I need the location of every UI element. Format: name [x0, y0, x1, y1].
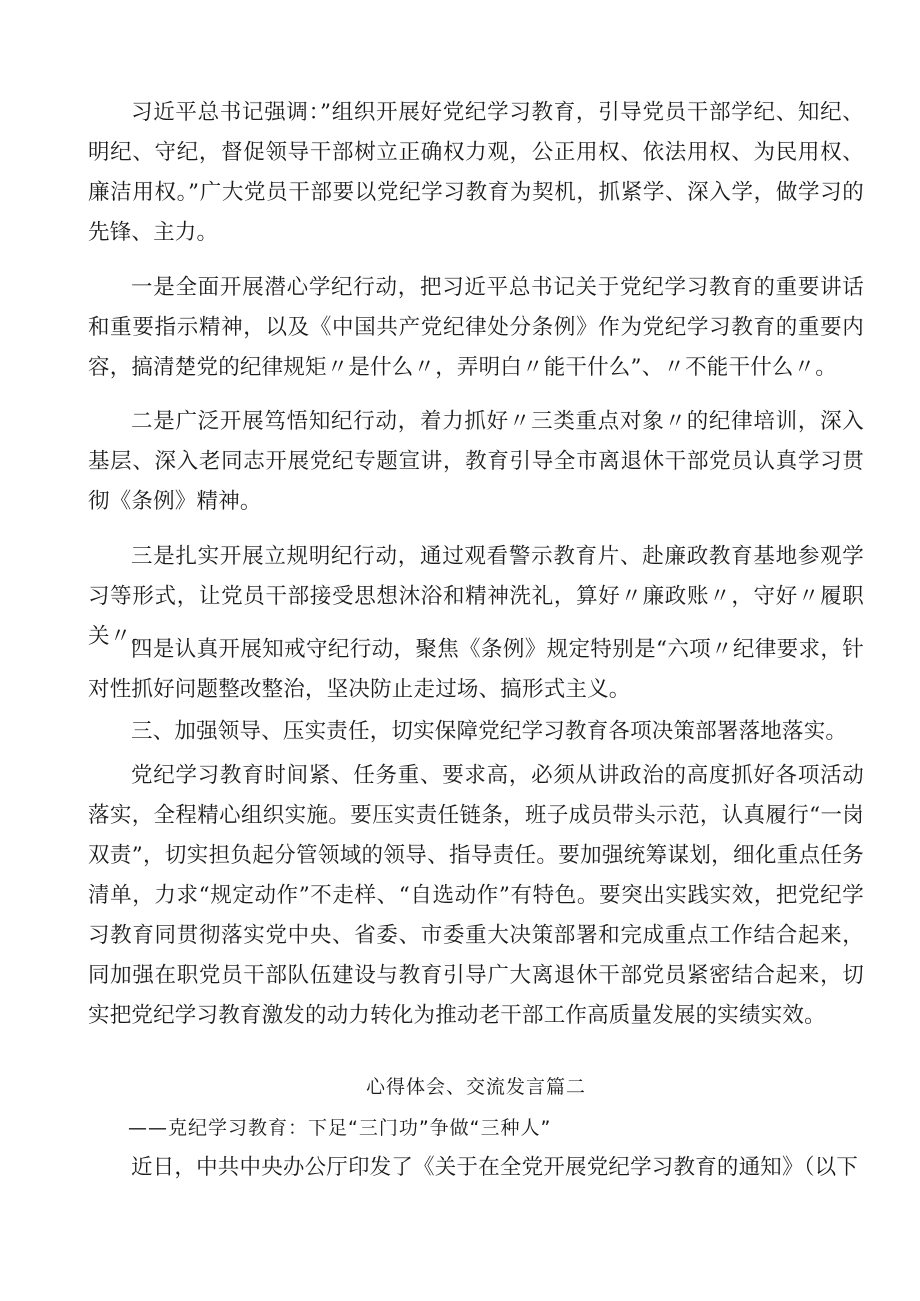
paragraph-item-one: 一是全面开展潜心学纪行动，把习近平总书记关于党纪学习教育的重要讲话和重要指示精神，以及《中国共产党纪律处分条例》作为党纪学习教育的重要内容，搞清楚党的纪律规矩〃是什么〃，弄明白〃能干什么”、〃不能干什么〃。: [88, 275, 864, 380]
article-subtitle: 心得体会、交流发言篇二: [365, 1076, 586, 1098]
paragraph-item-three: 三是扎实开展立规明纪行动，通过观看警示教育片、赴廉政教育基地参观学习等形式，让党员干部接受思想沐浴和精神洗礼，算好〃廉政账〃，守好〃履职关〃。: [88, 544, 864, 649]
paragraph-quote: 习近平总书记强调：”组织开展好党纪学习教育，引导党员干部学纪、知纪、明纪、守纪，督促领导干部树立正确权力观，公正用权、依法用权、为民用权、廉洁用权。”广大党员干部要以党纪学习教育为契机，抓紧学、深入学，做学习的先锋、主力。: [88, 100, 864, 245]
paragraph-item-four: 四是认真开展知戒守纪行动，聚焦《条例》规定特别是“六项〃纪律要求，针对性抓好问题整改整治，坚决防止走过场、搞形式主义。: [88, 637, 864, 702]
paragraph-intro: 近日，中共中央办公厅印发了《关于在全党开展党纪学习教育的通知》（以下: [131, 1155, 859, 1180]
paragraph-requirements: 党纪学习教育时间紧、任务重、要求高，必须从讲政治的高度抓好各项活动落实，全程精心组织实施。要压实责任链条，班子成员带头示范，认真履行“一岗双责”，切实担负起分管领域的领导、指导责任。要加强统筹谋划，细化重点任务清单，力求“规定动作”不走样、“自选动作”有特色。要突出实践实效，把党纪学习教育同贯彻落实党中央、省委、市委重大决策部署和完成重点工作结合起来，同加强在职党员干部队伍建设与教育引导广大离退休干部党员紧密结合起来，切实把党纪学习教育激发的动力转化为推动老干部工作高质量发展的实绩实效。: [88, 763, 864, 1028]
article-byline: ——克纪学习教育：下足“三门功”争做“三种人”: [128, 1117, 552, 1139]
paragraph-item-two: 二是广泛开展笃悟知纪行动，着力抓好〃三类重点对象〃的纪律培训，深入基层、深入老同志开展党纪专题宣讲，教育引导全市离退休干部党员认真学习贯彻《条例》精神。: [88, 409, 864, 514]
section-heading: 三、加强领导、压实责任，切实保障党纪学习教育各项决策部署落地落实。: [131, 719, 848, 744]
